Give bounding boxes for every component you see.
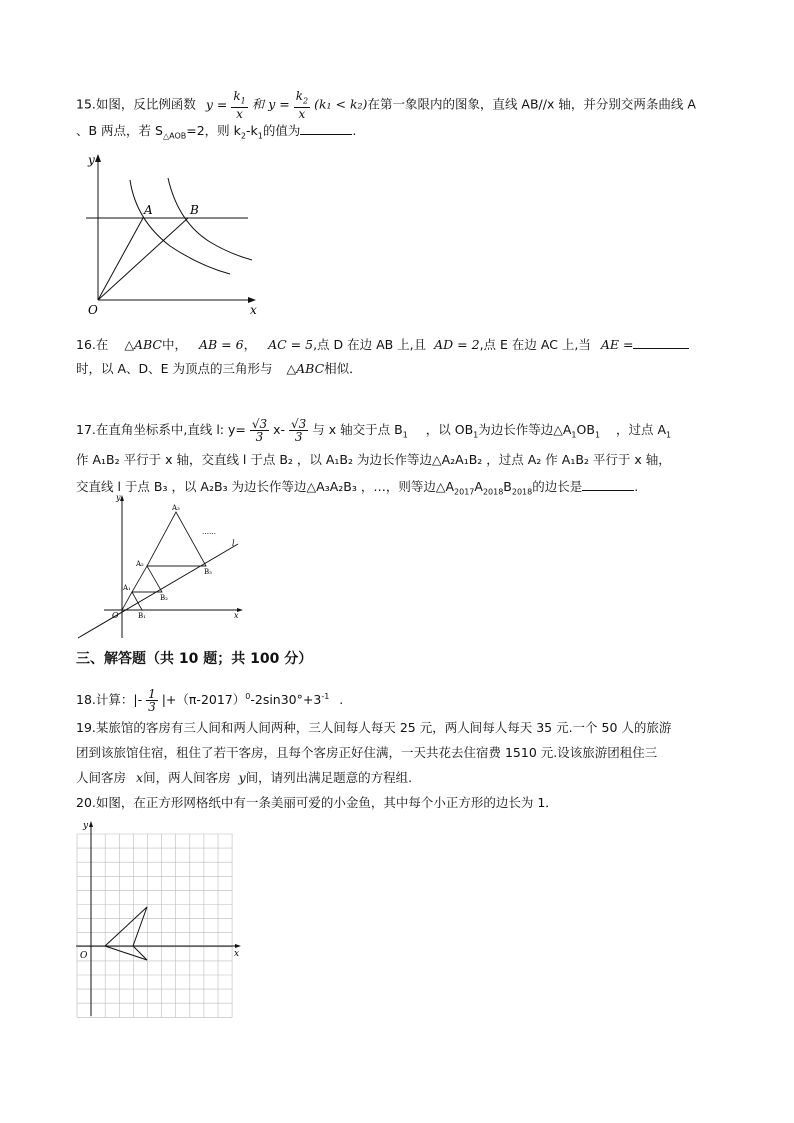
- fig17-x-label: x: [234, 611, 239, 620]
- fig15-y-arrow: [95, 154, 101, 162]
- q17-line1: 17.在直角坐标系中,直线 l: y= $\frac{√3}{3}$ x- $\frac{√3}{3}$ 与 x 轴交于点 $B_1$ ，以 $OB_1$为边长作等边$\triangle A_1OB_1$ ，过点 $A_1$: [76, 417, 672, 444]
- fig17-dots: ……: [202, 528, 216, 536]
- q19-line2: 团到该旅馆住宿，租住了若干客房，且每个客房正好住满，一天共花去住宿费 1510 元.设该旅游团租住三: [76, 745, 658, 760]
- q19-line3: 人间客房 x间，两人间客房 y间，请列出满足题意的方程组.: [76, 770, 413, 785]
- fig17-l-label: l: [232, 539, 235, 548]
- section3-heading: 三、解答题（共 10 题；共 100 分）: [76, 651, 313, 667]
- q16-line2: 时，以 A、D、E 为顶点的三角形与 △ABC相似．: [76, 361, 362, 376]
- q19-line1: 19.某旅馆的客房有三人间和两人间两种，三人间每人每天 25 元，两人间每人每天 35 元.一个 50 人的旅游: [76, 720, 672, 735]
- fig15-b-label: B: [190, 203, 199, 217]
- fig15-segment-ob: [98, 218, 188, 300]
- fig20-o-label: O: [80, 951, 88, 961]
- q16-line1: 16.在 △ABC中， AB = 6， AC = 5,点 D 在边 AB 上,且 AD = 2,点 E 在边 AC 上,当 AE =: [76, 336, 689, 353]
- fig17-b2-label: B₂: [160, 594, 168, 602]
- fig17-triangle-1: [122, 592, 142, 610]
- q15-answer-blank[interactable]: [300, 122, 352, 135]
- fig20-y-arrow: [89, 821, 93, 827]
- fig20-x-arrow: [235, 944, 241, 948]
- q18-line: 18.计算：|- $\frac{1}{3}$ $|+(\pi-2017)^0-2\sin 30^\circ+3^{-1}$ .: [76, 687, 344, 714]
- fig17-a3-label: A₃: [172, 504, 180, 512]
- q17-line3: 交直线 l 于点 B₃ ，以 A₂B₃ 为边长作等边△A₃A₂B₃ ，…，则等边$\triangle A_{2017}A_{2018}B_{2018}$的边长是 .: [76, 479, 639, 497]
- q17-fraction-slope: $\frac{√3}{3}$: [251, 417, 268, 444]
- fig17-o-label: O: [112, 611, 119, 620]
- q17-answer-blank[interactable]: [582, 478, 634, 491]
- fig17-y-arrow: [120, 495, 124, 501]
- q15-fraction-k2: $\frac{k_2}{x}$: [295, 89, 309, 122]
- fig15-curve-k2: [168, 178, 252, 260]
- fig20-fish: [105, 907, 147, 960]
- figure-20: [74, 820, 244, 1018]
- fig17-triangle-3: [147, 512, 206, 566]
- fig15-y-label: y: [88, 153, 95, 167]
- fig17-b3-label: B₃: [204, 568, 212, 576]
- q20-line1: 20.如图，在正方形网格纸中有一条美丽可爱的小金鱼，其中每个小正方形的边长为 1．: [76, 795, 558, 810]
- fig15-x-label: x: [250, 303, 257, 317]
- q16-answer-blank[interactable]: [633, 336, 689, 349]
- q15-line2: 、B 两点，若 $S_{\triangle AOB}=2$，则 $k_2-k_1$的值为 .: [76, 123, 357, 141]
- fig17-y-label: y: [116, 493, 121, 502]
- q17-line2: 作 A₁B₂ 平行于 x 轴，交直线 l 于点 B₂ ，以 A₁B₂ 为边长作等边△A₂A₁B₂ ，过点 A₂ 作 A₁B₂ 平行于 x 轴，: [76, 452, 671, 467]
- fig17-line-l: [78, 544, 238, 638]
- fig15-a-label: A: [144, 203, 153, 217]
- q17-fraction-intercept: $\frac{√3}{3}$: [291, 417, 307, 444]
- fig20-y-label: y: [83, 821, 89, 831]
- fig15-o-label: O: [88, 303, 98, 317]
- fig20-grid: [77, 834, 232, 1017]
- fig17-triangle-2: [132, 566, 162, 592]
- q15-line1: 15.如图，反比例函数 y = $\frac{k_1}{x}$ 和 y = $\frac{k_2}{x}$ (k₁ < k₂)在第一象限内的图象，直线 AB//x 轴，并分别交两条曲线 A: [76, 89, 696, 122]
- fig17-a2-label: A₂: [136, 560, 144, 568]
- fig17-b1-label: B₁: [138, 612, 146, 620]
- fig15-curve-k1: [130, 180, 230, 274]
- fig20-x-label: x: [234, 949, 240, 959]
- q15-fraction-k1: $\frac{k_1}{x}$: [233, 89, 246, 122]
- figure-15: [80, 150, 260, 318]
- figure-17: [76, 492, 246, 642]
- fig15-segment-oa: [98, 218, 143, 300]
- fig17-a1-label: A₁: [123, 584, 131, 592]
- q18-fraction: $\frac{1}{3}$: [148, 687, 156, 714]
